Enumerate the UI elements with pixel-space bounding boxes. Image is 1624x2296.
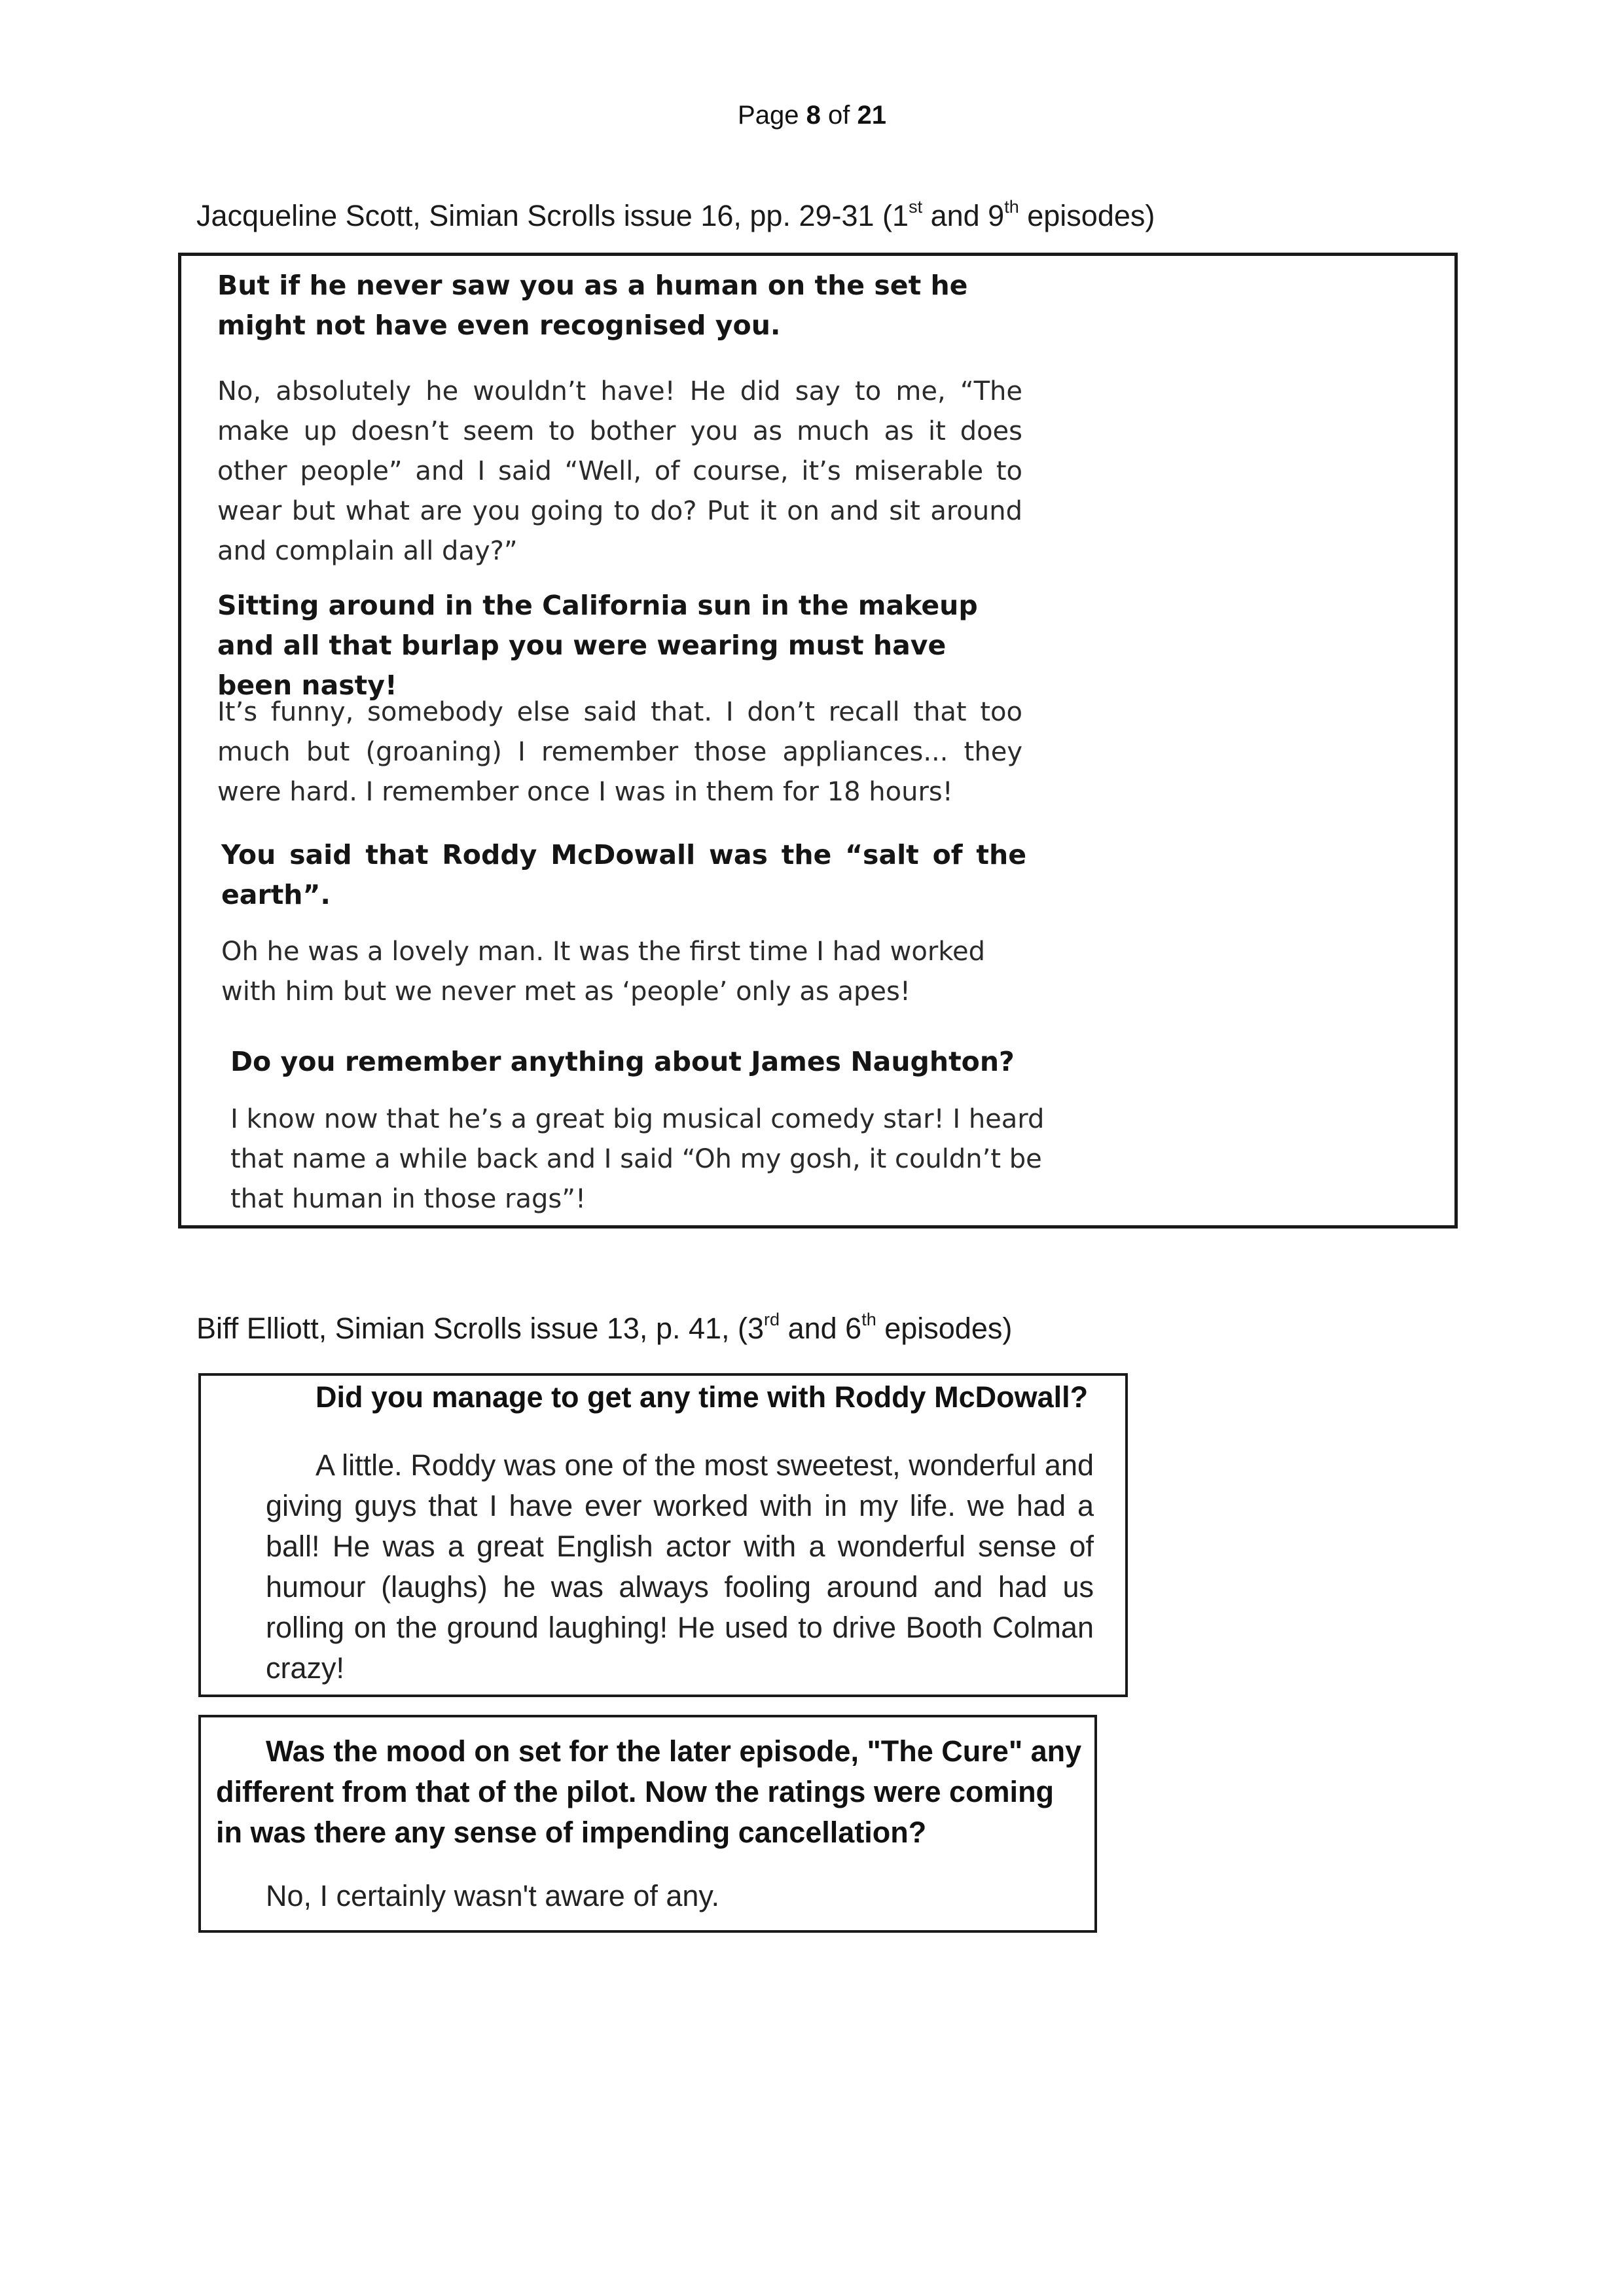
biff-question-2: Was the mood on set for the later episode, "The Cure" any different from that of the pilot. Now the ratings were coming in was there any sense of impending cancellation? <box>216 1734 1082 1849</box>
interview-answer-3: Oh he was a lovely man. It was the first time I had worked with him but we never met as ‘people’ only as apes! <box>221 937 986 1007</box>
interview-answer-4: I know now that he’s a great big musical comedy star! I heard that name a while back and I said “Oh my gosh, it couldn’t be that human in those rags”! <box>230 1104 1045 1214</box>
biff-question-1: Did you manage to get any time with Roddy McDowall? <box>316 1380 1089 1414</box>
page-label: Page <box>738 101 799 130</box>
section1-caption: Jacqueline Scott, Simian Scrolls issue 16, pp. 29-31 (1st and 9th episodes) <box>196 197 1155 232</box>
page-total: 21 <box>857 101 886 130</box>
interview-question-4: Do you remember anything about James Naughton? <box>230 1046 1015 1077</box>
page-number: 8 <box>806 101 821 130</box>
interview-answer-2: It’s funny, somebody else said that. I don’t recall that too much but (groaning) I remember those appliances... they were hard. I remember once I was in them for 18 hours! <box>217 697 1022 807</box>
section2-caption: Biff Elliott, Simian Scrolls issue 13, p. 41, (3rd and 6th episodes) <box>196 1310 1013 1345</box>
page-number-header <box>0 97 1624 134</box>
interview-question-2: Sitting around in the California sun in the makeup and all that burlap you were wearing must have been nasty! <box>217 590 978 701</box>
interview-question-1: But if he never saw you as a human on the set he might not have even recognised you. <box>217 270 968 341</box>
of-label: of <box>827 101 850 130</box>
interview-answer-1: No, absolutely he wouldn’t have! He did say to me, “The make up doesn’t seem to bother you as much as it does other people” and I said “Well, of course, it’s miserable to wear but what are you going to do? Put it on and sit around and complain all day?” <box>217 376 1022 566</box>
biff-answer-1: A little. Roddy was one of the most sweetest, wonderful and giving guys that I have ever worked with in my life. we had a ball! He was a great English actor with a wonderful sense of humour (laughs) he was always fooling around and had us rolling on the ground laughing! He used to drive Booth Colman crazy! <box>266 1448 1094 1685</box>
interview-question-3: You said that Roddy McDowall was the “salt of the earth”. <box>221 839 1026 910</box>
biff-answer-2: No, I certainly wasn't aware of any. <box>266 1879 720 1912</box>
